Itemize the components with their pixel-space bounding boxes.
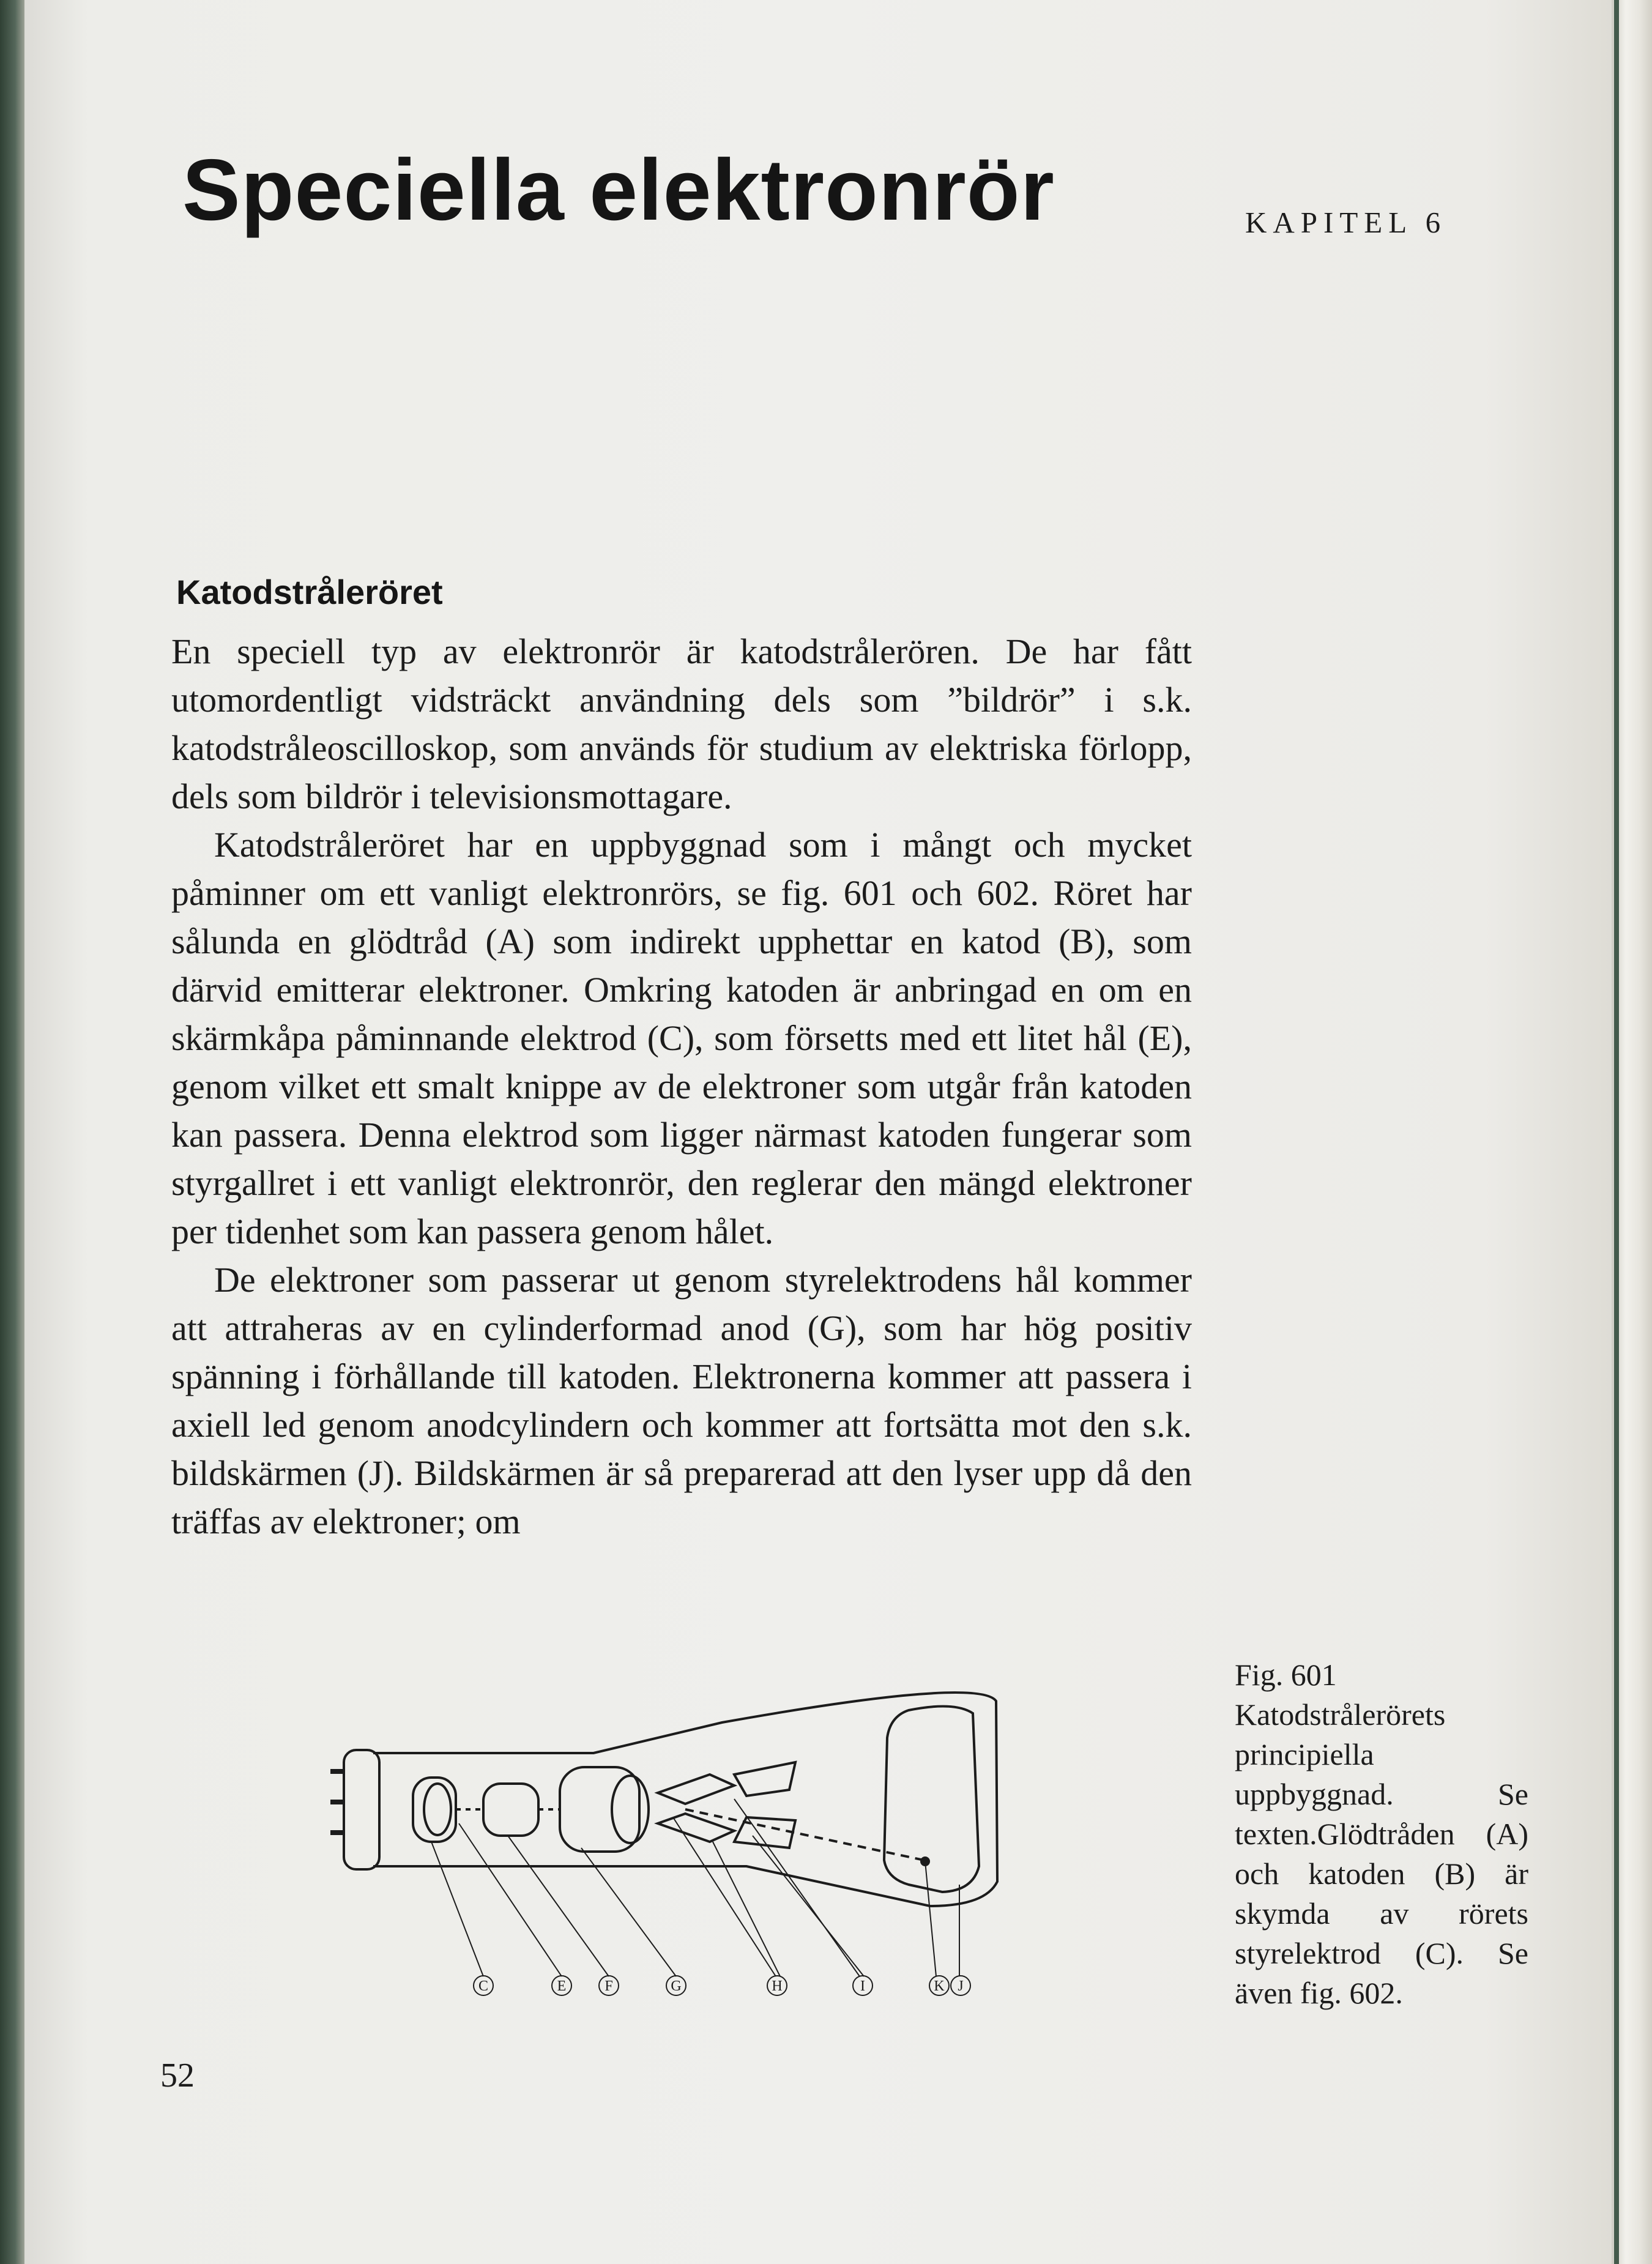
caption-title: Fig. 601 bbox=[1235, 1658, 1337, 1692]
tube-screen bbox=[884, 1707, 979, 1892]
tube-neck bbox=[373, 1692, 997, 1906]
section-title: Katodstråleröret bbox=[176, 573, 443, 611]
crt-figure bbox=[306, 1664, 1016, 2007]
page-number: 52 bbox=[160, 2057, 195, 2095]
caption-text: Katodstrålerörets principiella uppbyggnad. Se texten.Glödtråden (A) och katoden (B) är skymda av rörets styrelektrod (C). Se även fig. 602. bbox=[1235, 1697, 1528, 2010]
label-c: C bbox=[478, 1978, 489, 1994]
paragraph-2: Katodstråleröret har en uppbyggnad som i mångt och mycket påminner om ett vanligt elektronrörs, se fig. 601 och 602. Röret har sålunda en glödtråd (A) som indirekt upphettar en katod (B), som därvid emitterar elektroner. Omkring katoden är anbringad en om en skärmkåpa påminnande elektrod (C), som försetts med ett litet hål (E), genom vilket ett smalt knippe av de elektroner som utgår från katoden kan passera. Denna elektrod som ligger närmast katoden fungerar som styrgallret i ett vanligt elektronrör, den reglerar den mängd elektroner per tidenhet som kan passera genom hålet. bbox=[171, 825, 1192, 1251]
label-k: K bbox=[934, 1978, 945, 1994]
control-electrode bbox=[413, 1778, 456, 1842]
deflection-plates bbox=[658, 1774, 734, 1842]
label-e: E bbox=[557, 1978, 567, 1994]
label-g: G bbox=[671, 1978, 682, 1994]
electron-beam bbox=[685, 1809, 924, 1860]
paragraph-3: De elektroner som passerar ut genom styrelektrodens hål kommer att attraheras av en cylinderformad anod (G), som har hög positiv spänning i förhållande till katoden. Elektronerna kommer att passera i axiell led genom anodcylindern och kommer att fortsätta mot den s.k. bildskärmen (J). Bildskärmen är så preparerad att den lyser upp då den träffas av elektroner; om bbox=[171, 1260, 1192, 1541]
tube-base bbox=[344, 1750, 379, 1869]
label-i: I bbox=[860, 1978, 865, 1994]
crt-diagram bbox=[306, 1664, 1016, 2007]
chapter-label: KAPITEL 6 bbox=[1245, 206, 1447, 239]
paragraph-1: En speciell typ av elektronrör är katodstrålerören. De har fått utomordentligt vidsträckt användning dels som ”bildrör” i s.k. katodstråleoscilloskop, som används för studium av elektriska förlopp, dels som bildrör i televisionsmottagare. bbox=[171, 631, 1192, 816]
chapter-title: Speciella elektronrör bbox=[182, 141, 1055, 239]
anode-cylinder bbox=[560, 1767, 639, 1852]
binding-stripe bbox=[1614, 0, 1619, 2264]
first-anode bbox=[483, 1784, 538, 1836]
label-h: H bbox=[772, 1978, 783, 1994]
label-f: F bbox=[605, 1978, 613, 1994]
figure-caption bbox=[1235, 1655, 1528, 2013]
body-text bbox=[171, 627, 1192, 1546]
label-j: J bbox=[958, 1978, 964, 1994]
book-binding-right bbox=[1612, 0, 1652, 2264]
